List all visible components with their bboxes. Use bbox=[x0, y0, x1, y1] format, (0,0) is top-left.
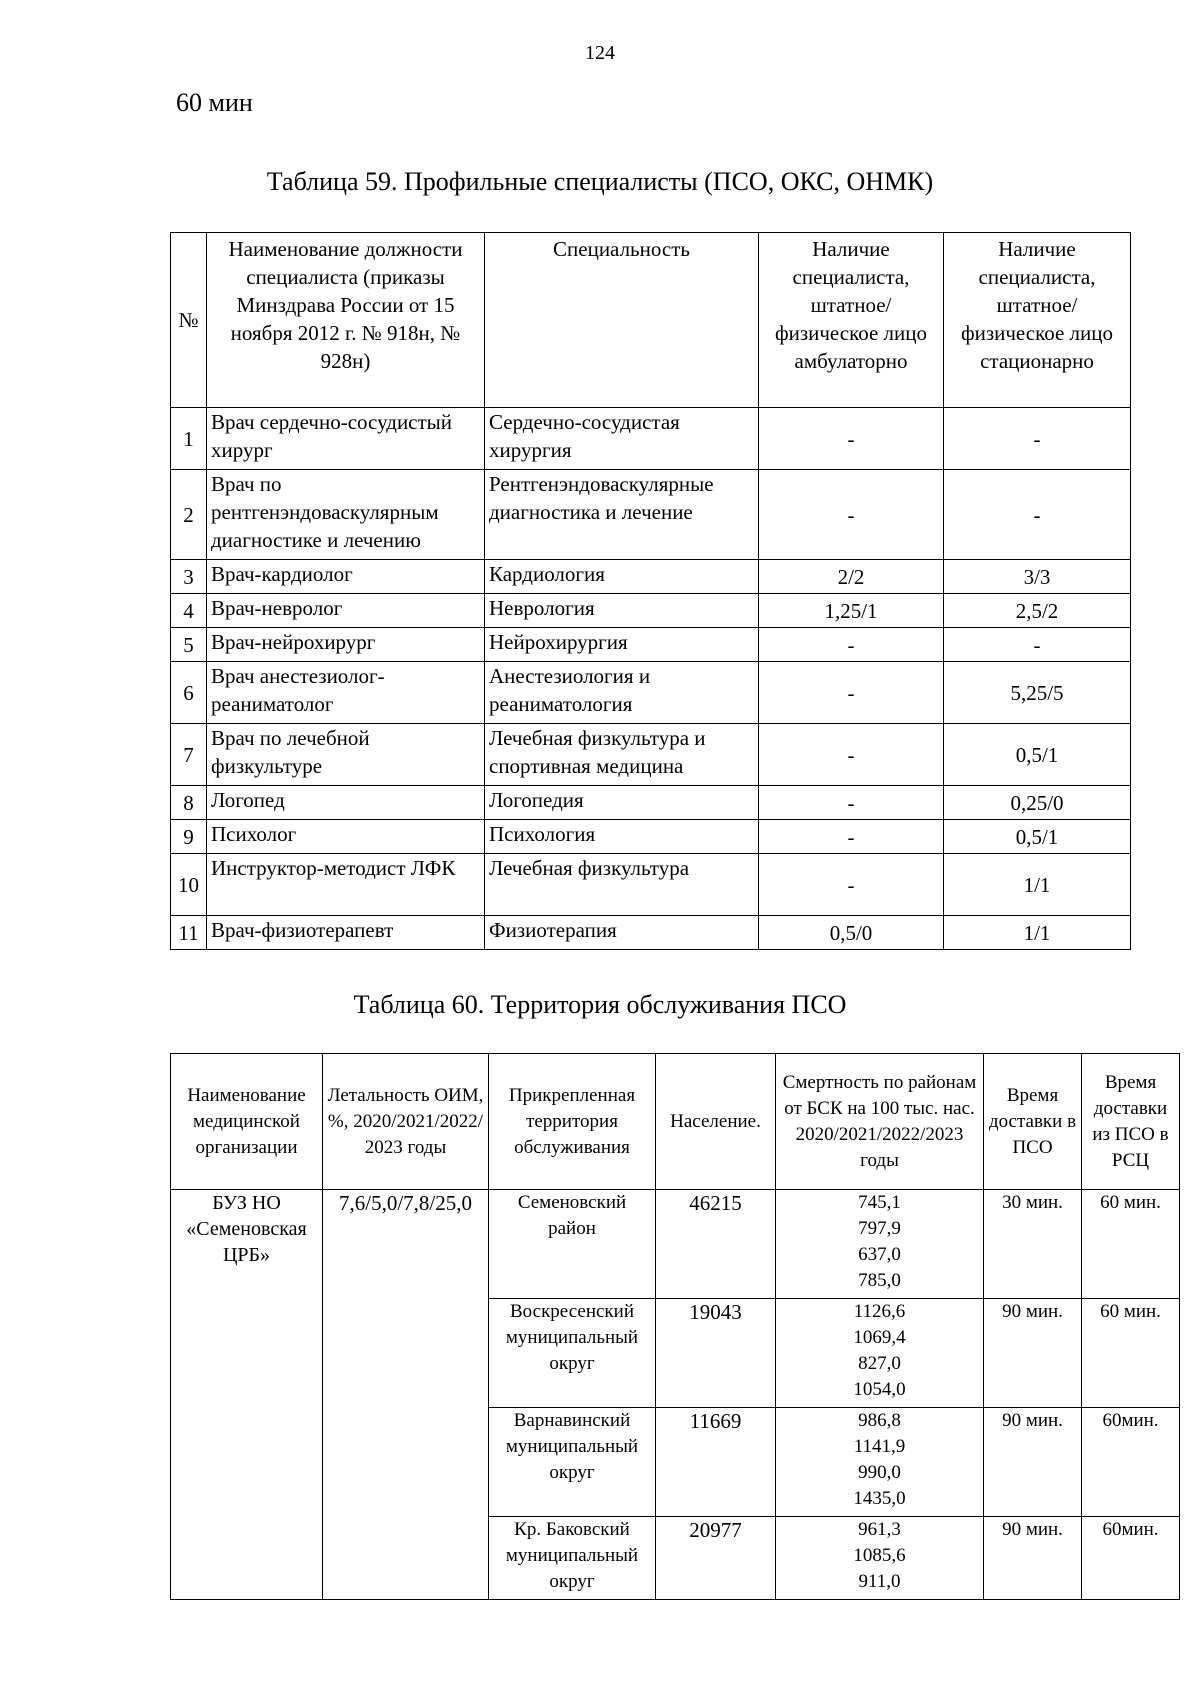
territory-cell: Варнавинский муниципальный округ bbox=[489, 1408, 656, 1517]
header-position: Наименование должности специалиста (приказы Минздрава России от 15 ноября 2012 г. № 918н, № 928н) bbox=[207, 233, 485, 408]
specialty-cell: Логопедия bbox=[485, 786, 759, 820]
position-cell: Врач по рентгенэндоваскулярным диагностике и лечению bbox=[207, 470, 485, 560]
table-row bbox=[171, 916, 1131, 950]
inpatient-cell: 1/1 bbox=[944, 916, 1131, 950]
row-num: 7 bbox=[171, 724, 207, 786]
population-cell: 46215 bbox=[656, 1190, 776, 1299]
mortality-cell bbox=[776, 1408, 984, 1517]
mortality-value: 1435,0 bbox=[853, 1488, 906, 1509]
table-row bbox=[171, 724, 1131, 786]
header-num: № bbox=[171, 233, 207, 408]
specialty-cell: Нейрохирургия bbox=[485, 628, 759, 662]
position-cell: Врач анестезиолог-реаниматолог bbox=[207, 662, 485, 724]
inpatient-cell: 2,5/2 bbox=[944, 594, 1131, 628]
header-delivery-rsc: Время доставки из ПСО в РСЦ bbox=[1082, 1054, 1180, 1190]
table-row bbox=[171, 1190, 1180, 1299]
specialty-cell: Анестезиология и реаниматология bbox=[485, 662, 759, 724]
header-specialty: Специальность bbox=[485, 233, 759, 408]
table-row bbox=[171, 786, 1131, 820]
table-row bbox=[171, 560, 1131, 594]
mortality-value: 1141,9 bbox=[853, 1436, 906, 1457]
position-cell: Врач-невролог bbox=[207, 594, 485, 628]
row-num: 2 bbox=[171, 470, 207, 560]
header-mortality: Смертность по районам от БСК на 100 тыс. нас. 2020/2021/2022/2023 годы bbox=[776, 1054, 984, 1190]
territory-cell: Воскресенский муниципальный округ bbox=[489, 1299, 656, 1408]
table-row bbox=[171, 820, 1131, 854]
population-cell: 20977 bbox=[656, 1517, 776, 1600]
inpatient-cell: 0,5/1 bbox=[944, 724, 1131, 786]
outpatient-cell: 2/2 bbox=[759, 560, 944, 594]
service-territory-table bbox=[170, 1053, 1180, 1600]
outpatient-cell: - bbox=[759, 628, 944, 662]
specialty-cell: Психология bbox=[485, 820, 759, 854]
header-delivery-pso: Время доставки в ПСО bbox=[984, 1054, 1082, 1190]
row-num: 5 bbox=[171, 628, 207, 662]
specialty-cell: Неврология bbox=[485, 594, 759, 628]
mortality-value: 785,0 bbox=[858, 1270, 901, 1291]
outpatient-cell: 0,5/0 bbox=[759, 916, 944, 950]
mortality-value: 986,8 bbox=[858, 1410, 901, 1431]
specialty-cell: Лечебная физкультура bbox=[485, 854, 759, 916]
lead-text: 60 мин bbox=[176, 88, 253, 117]
table-row bbox=[171, 628, 1131, 662]
inpatient-cell: - bbox=[944, 628, 1131, 662]
position-cell: Врач-физиотерапевт bbox=[207, 916, 485, 950]
population-cell: 11669 bbox=[656, 1408, 776, 1517]
delivery-rsc-cell: 60 мин. bbox=[1082, 1299, 1180, 1408]
inpatient-cell: 1/1 bbox=[944, 854, 1131, 916]
inpatient-cell: 0,25/0 bbox=[944, 786, 1131, 820]
outpatient-cell: - bbox=[759, 854, 944, 916]
row-num: 10 bbox=[171, 854, 207, 916]
row-num: 4 bbox=[171, 594, 207, 628]
inpatient-cell: 0,5/1 bbox=[944, 820, 1131, 854]
mortality-value: 990,0 bbox=[858, 1462, 901, 1483]
row-num: 1 bbox=[171, 408, 207, 470]
row-num: 8 bbox=[171, 786, 207, 820]
inpatient-cell: 5,25/5 bbox=[944, 662, 1131, 724]
delivery-rsc-cell: 60 мин. bbox=[1082, 1190, 1180, 1299]
header-lethality: Летальность ОИМ, %, 2020/2021/2022/ 2023 годы bbox=[323, 1054, 489, 1190]
outpatient-cell: - bbox=[759, 408, 944, 470]
delivery-pso-cell: 30 мин. bbox=[984, 1190, 1082, 1299]
specialty-cell: Лечебная физкультура и спортивная медицина bbox=[485, 724, 759, 786]
outpatient-cell: - bbox=[759, 662, 944, 724]
page-number: 124 bbox=[585, 42, 615, 64]
mortality-value: 911,0 bbox=[858, 1571, 901, 1592]
table60-header-row bbox=[171, 1054, 1180, 1190]
inpatient-cell: - bbox=[944, 408, 1131, 470]
delivery-pso-cell: 90 мин. bbox=[984, 1299, 1082, 1408]
territory-cell: Кр. Баковский муниципальный округ bbox=[489, 1517, 656, 1600]
inpatient-cell: 3/3 bbox=[944, 560, 1131, 594]
specialty-cell: Рентгенэндоваскулярные диагностика и лечение bbox=[485, 470, 759, 560]
inpatient-cell: - bbox=[944, 470, 1131, 560]
org-cell: БУЗ НО «Семеновская ЦРБ» bbox=[171, 1190, 323, 1600]
position-cell: Врач-нейрохирург bbox=[207, 628, 485, 662]
mortality-value: 745,1 bbox=[858, 1192, 901, 1213]
mortality-cell bbox=[776, 1517, 984, 1600]
position-cell: Врач по лечебной физкультуре bbox=[207, 724, 485, 786]
position-cell: Врач-кардиолог bbox=[207, 560, 485, 594]
territory-cell: Семеновский район bbox=[489, 1190, 656, 1299]
table60-caption: Таблица 60. Территория обслуживания ПСО bbox=[353, 990, 847, 1019]
delivery-rsc-cell: 60мин. bbox=[1082, 1517, 1180, 1600]
header-inpatient: Наличие специалиста, штатное/физическое лицо стационарно bbox=[944, 233, 1131, 408]
mortality-value: 1069,4 bbox=[853, 1327, 906, 1348]
mortality-value: 1126,6 bbox=[853, 1301, 906, 1322]
specialty-cell: Физиотерапия bbox=[485, 916, 759, 950]
header-outpatient: Наличие специалиста, штатное/физическое лицо амбулаторно bbox=[759, 233, 944, 408]
delivery-pso-cell: 90 мин. bbox=[984, 1408, 1082, 1517]
mortality-cell bbox=[776, 1299, 984, 1408]
header-org: Наименование медицинской организации bbox=[171, 1054, 323, 1190]
row-num: 6 bbox=[171, 662, 207, 724]
population-cell: 19043 bbox=[656, 1299, 776, 1408]
header-population: Население. bbox=[656, 1054, 776, 1190]
position-cell: Врач сердечно-сосудистый хирург bbox=[207, 408, 485, 470]
row-num: 9 bbox=[171, 820, 207, 854]
position-cell: Инструктор-методист ЛФК bbox=[207, 854, 485, 916]
specialty-cell: Сердечно-сосудистая хирургия bbox=[485, 408, 759, 470]
specialty-cell: Кардиология bbox=[485, 560, 759, 594]
mortality-value: 827,0 bbox=[858, 1353, 901, 1374]
table-row bbox=[171, 594, 1131, 628]
outpatient-cell: 1,25/1 bbox=[759, 594, 944, 628]
table-row bbox=[171, 470, 1131, 560]
outpatient-cell: - bbox=[759, 786, 944, 820]
table59-caption: Таблица 59. Профильные специалисты (ПСО, ОКС, ОНМК) bbox=[266, 167, 934, 196]
row-num: 3 bbox=[171, 560, 207, 594]
delivery-rsc-cell: 60мин. bbox=[1082, 1408, 1180, 1517]
header-territory: Прикрепленная территория обслуживания bbox=[489, 1054, 656, 1190]
mortality-value: 1054,0 bbox=[853, 1379, 906, 1400]
mortality-value: 961,3 bbox=[858, 1519, 901, 1540]
table-row bbox=[171, 854, 1131, 916]
specialists-table bbox=[170, 232, 1131, 950]
position-cell: Психолог bbox=[207, 820, 485, 854]
outpatient-cell: - bbox=[759, 470, 944, 560]
lethality-cell: 7,6/5,0/7,8/25,0 bbox=[323, 1190, 489, 1600]
position-cell: Логопед bbox=[207, 786, 485, 820]
delivery-pso-cell: 90 мин. bbox=[984, 1517, 1082, 1600]
outpatient-cell: - bbox=[759, 724, 944, 786]
table-row bbox=[171, 662, 1131, 724]
mortality-cell bbox=[776, 1190, 984, 1299]
outpatient-cell: - bbox=[759, 820, 944, 854]
row-num: 11 bbox=[171, 916, 207, 950]
mortality-value: 797,9 bbox=[858, 1218, 901, 1239]
mortality-value: 637,0 bbox=[858, 1244, 901, 1265]
table59-header-row bbox=[171, 233, 1131, 408]
table-row bbox=[171, 408, 1131, 470]
mortality-value: 1085,6 bbox=[853, 1545, 906, 1566]
